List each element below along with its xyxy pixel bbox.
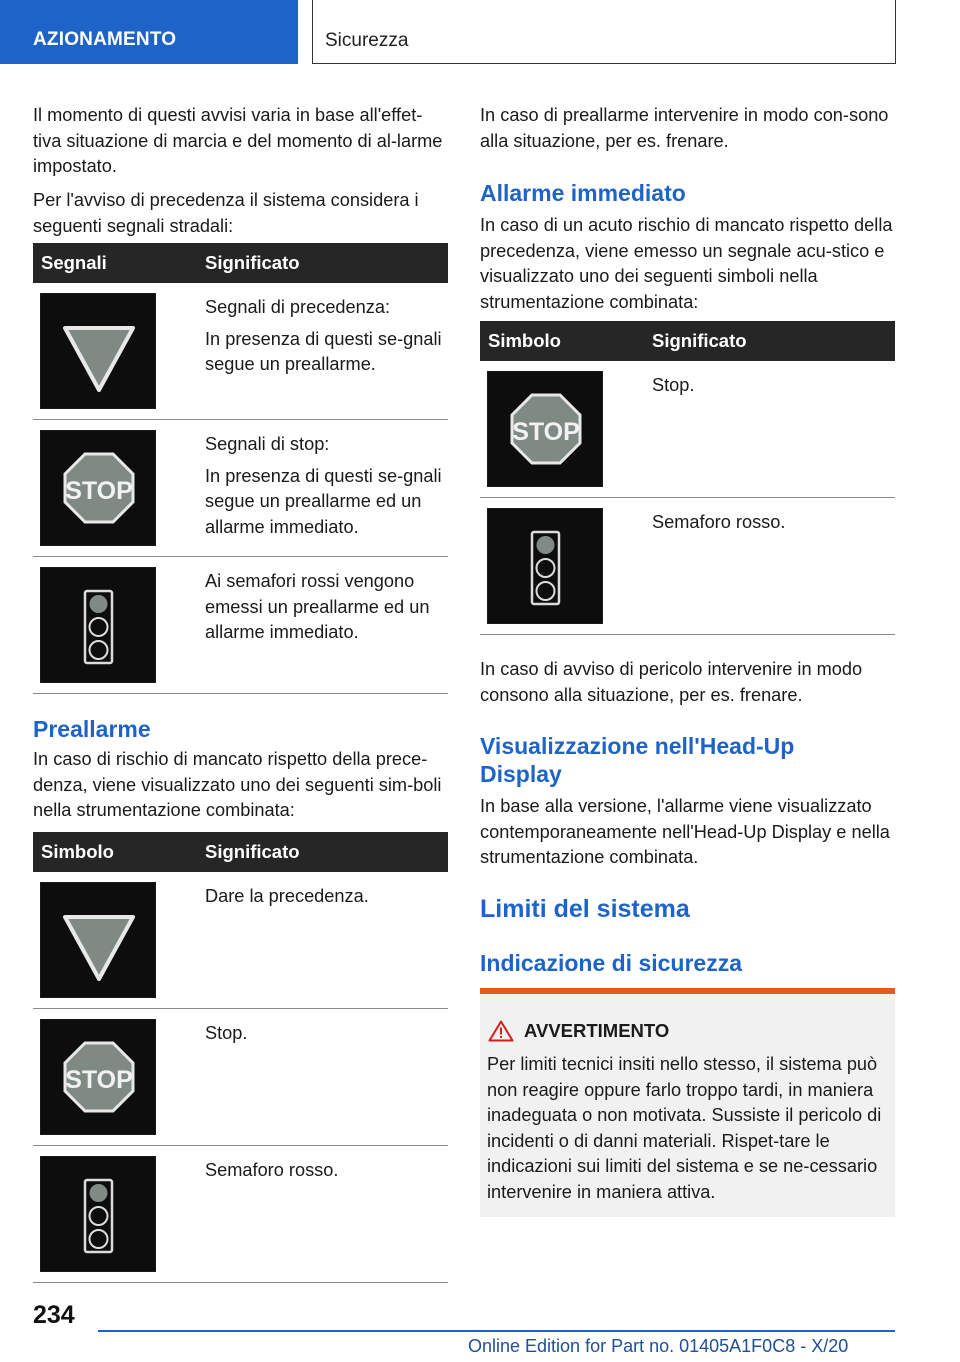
row-text: Segnali di stop:	[205, 434, 330, 454]
table-row	[480, 361, 895, 498]
warning-triangle-icon	[488, 1020, 514, 1042]
col-header-meaning: Significato	[205, 243, 448, 283]
preallarme-table	[33, 832, 448, 1283]
preallarme-action-paragraph: In caso di preallarme intervenire in modo con-sono alla situazione, per es. frenare.	[480, 105, 889, 151]
limits-heading: Limiti del sistema	[480, 895, 690, 923]
chapter-box	[312, 0, 896, 64]
danger-paragraph: In caso di avviso di pericolo intervenire in modo consono alla situazione, per es. frenare.	[480, 659, 863, 705]
col-header-meaning: Significato	[652, 321, 895, 361]
yield-sign-icon	[40, 882, 156, 998]
row-text: Stop.	[652, 375, 695, 395]
table-row	[480, 498, 895, 635]
section-title: AZIONAMENTO	[33, 29, 177, 50]
table-row	[33, 283, 448, 420]
row-text: Semaforo rosso.	[652, 512, 786, 532]
yield-sign-icon	[40, 293, 156, 409]
row-text: Segnali di precedenza:	[205, 297, 391, 317]
warning-box	[480, 988, 895, 1217]
table-row	[33, 557, 448, 694]
row-text: Dare la precedenza.	[205, 886, 369, 906]
warning-text: Per limiti tecnici insiti nello stesso, il sistema può non reagire oppure farlo troppo tardi, in maniera inadeguata o non motivata. Sussiste il pericolo di incidenti o di danni materiali. Rispet-tare le indicazioni sui limiti del sistema e se ne-cessario intervenire in maniera attiva.	[487, 1054, 882, 1202]
safety-heading: Indicazione di sicurezza	[480, 950, 743, 976]
hud-paragraph: In base alla versione, l'allarme viene visualizzato contemporaneamente nell'Head-Up Display e nella strumentazione combinata.	[480, 796, 890, 867]
table-row	[33, 1009, 448, 1146]
row-text: In presenza di questi se-gnali segue un preallarme ed un allarme immediato.	[205, 465, 442, 537]
intro-paragraph-2: Per l'avviso di precedenza il sistema considera i seguenti segnali stradali:	[33, 190, 419, 236]
chapter-title: Sicurezza	[325, 30, 409, 51]
col-header-symbol: Simbolo	[480, 321, 652, 361]
allarme-immediato-heading: Allarme immediato	[480, 180, 686, 206]
warning-label: AVVERTIMENTO	[524, 1020, 670, 1041]
hud-heading: Visualizzazione nell'Head-Up Display	[480, 733, 795, 787]
traffic-light-icon	[487, 508, 603, 624]
traffic-light-icon	[40, 567, 156, 683]
immediato-table	[480, 321, 895, 635]
svg-text:STOP: STOP	[512, 418, 580, 446]
table-row	[33, 872, 448, 1009]
preallarme-paragraph: In caso di rischio di mancato rispetto della prece-denza, viene visualizzato uno dei seguenti sim-boli nella strumentazione combinata:	[33, 749, 442, 820]
page-number: 234	[33, 1301, 75, 1329]
section-tab	[0, 0, 298, 64]
allarme-immediato-paragraph: In caso di un acuto rischio di mancato rispetto della precedenza, viene emesso un segnale acu-stico e visualizzato uno dei seguenti simboli nella strumentazione combinata:	[480, 215, 893, 312]
row-text: In presenza di questi se-gnali segue un preallarme.	[205, 328, 442, 374]
table-row	[33, 1146, 448, 1283]
col-header-meaning: Significato	[205, 832, 448, 872]
table-row	[33, 420, 448, 557]
stop-sign-icon	[40, 1019, 156, 1135]
intro-paragraph-1: Il momento di questi avvisi varia in base all'effet-tiva situazione di marcia e del momento di al-larme impostato.	[33, 105, 443, 176]
col-header-symbol: Simbolo	[33, 832, 205, 872]
svg-text:STOP: STOP	[65, 1066, 133, 1094]
footer-divider	[98, 1330, 895, 1332]
stop-sign-icon	[487, 371, 603, 487]
edition-note: Online Edition for Part no. 01405A1F0C8 - X/20	[468, 1336, 849, 1356]
traffic-light-icon	[40, 1156, 156, 1272]
table-header	[33, 243, 448, 283]
row-text: Ai semafori rossi vengono emessi un preallarme ed un allarme immediato.	[205, 571, 430, 642]
warning-header	[488, 1020, 669, 1042]
signs-table	[33, 243, 448, 694]
stop-sign-icon	[40, 430, 156, 546]
table-header	[480, 321, 895, 361]
col-header-signs: Segnali	[33, 243, 205, 283]
preallarme-heading: Preallarme	[33, 716, 151, 742]
svg-text:STOP: STOP	[65, 477, 133, 505]
row-text: Semaforo rosso.	[205, 1160, 339, 1180]
table-header	[33, 832, 448, 872]
row-text: Stop.	[205, 1023, 248, 1043]
